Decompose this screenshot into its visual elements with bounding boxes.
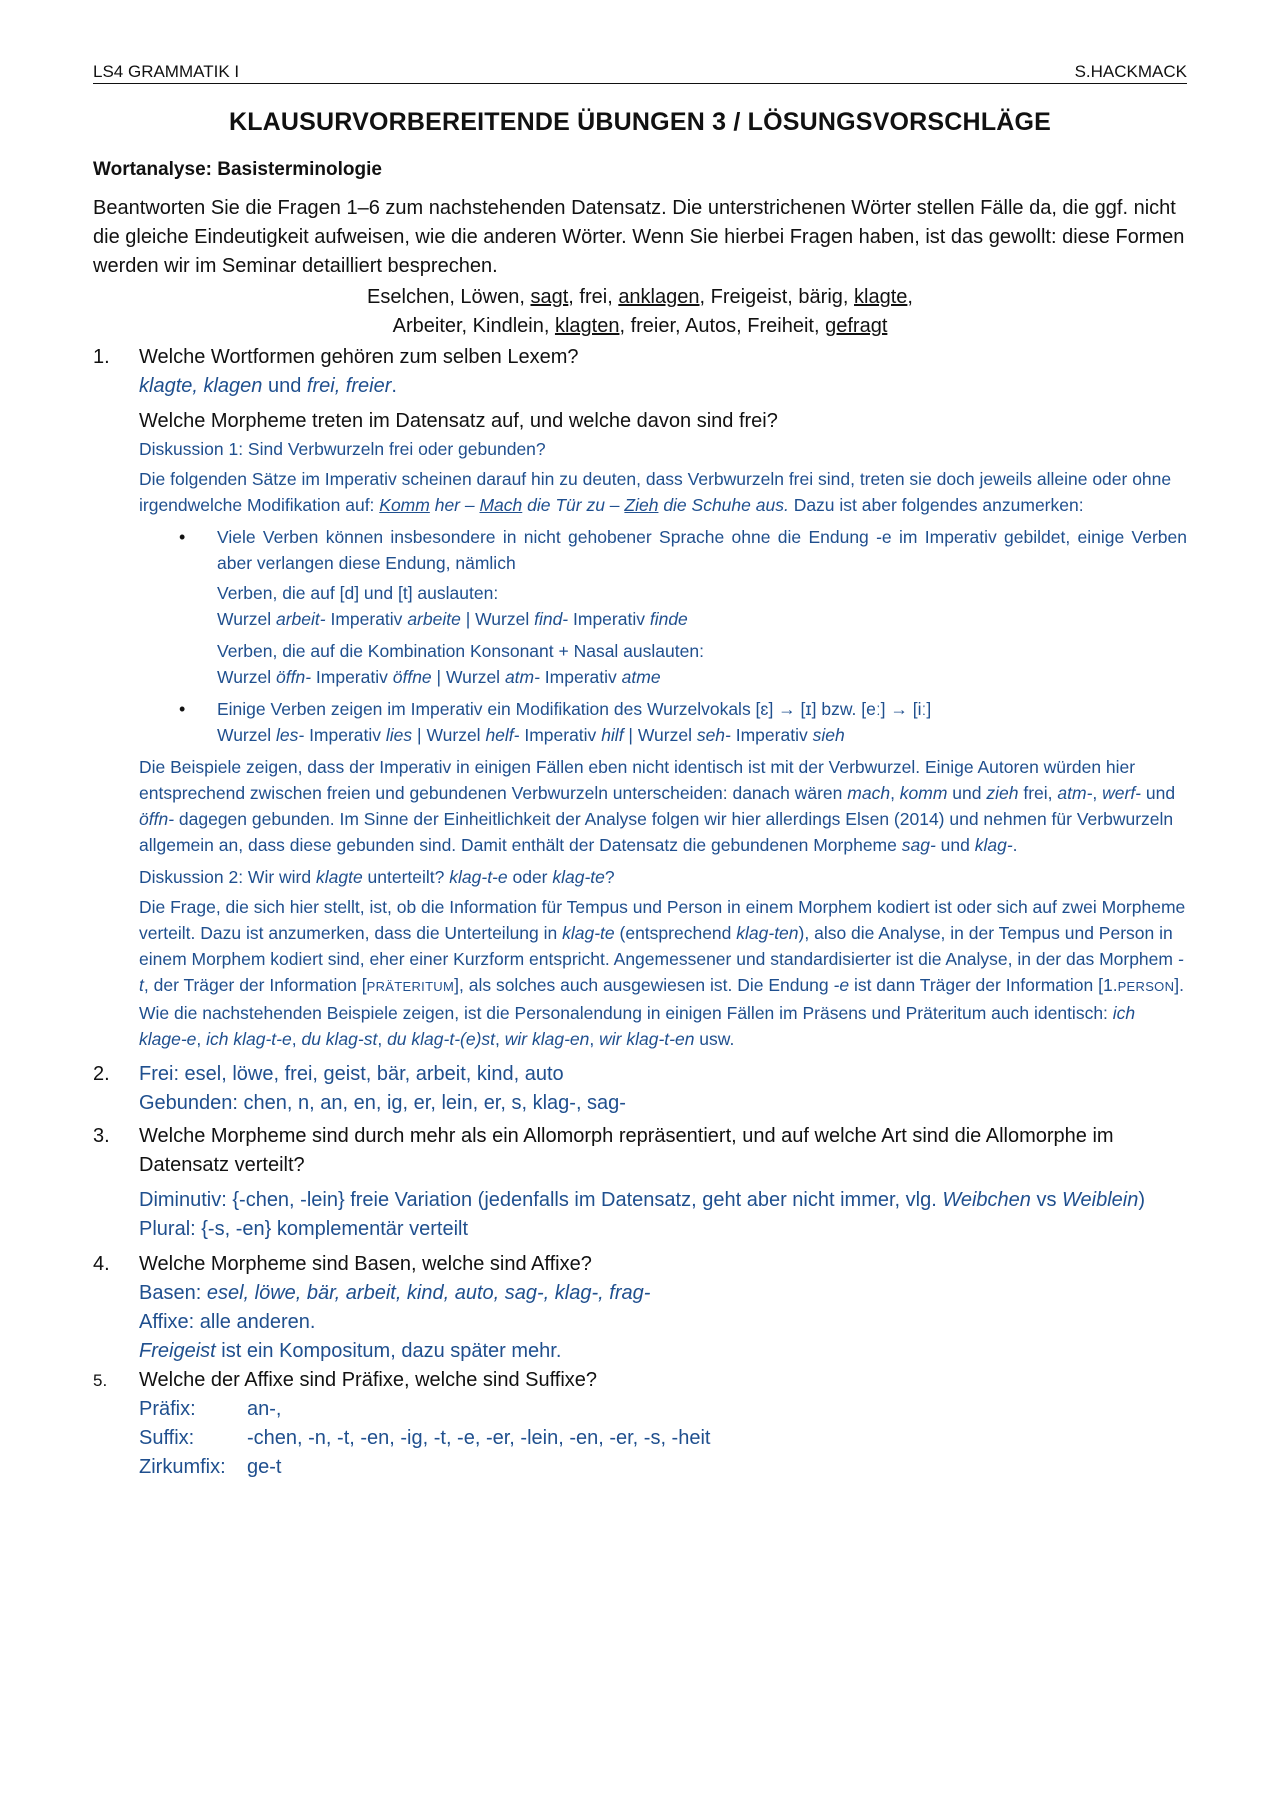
question-number: 4. — [93, 1253, 110, 1275]
dataset-underlined-word: klagte — [854, 286, 908, 308]
affix-label: Zirkumfix: — [139, 1456, 226, 1478]
text-run: esel, löwe, bär, arbeit, kind, auto, sag-, klag-, frag- — [206, 1282, 651, 1304]
text-run: | Wurzel — [431, 667, 505, 687]
subblock-example — [217, 606, 1187, 632]
affix-table — [139, 1395, 1187, 1482]
text-run: Komm — [379, 495, 430, 515]
text-run: . — [1012, 835, 1018, 855]
text-run: ich klage-e — [139, 1003, 1136, 1049]
question-text: Welche Morpheme treten im Datensatz auf, und welche davon sind frei? — [139, 410, 778, 432]
answer-italic: klagte, klagen — [139, 375, 263, 397]
text-run: Imperativ — [730, 725, 813, 745]
text-run: , — [589, 1029, 600, 1049]
text-run: Imperativ — [304, 725, 386, 745]
bullet-item — [217, 524, 1187, 690]
page-title: KLAUSURVORBEREITENDE ÜBUNGEN 3 / LÖSUNGSVORSCHLÄGE — [228, 108, 1052, 136]
text-run: atme — [621, 667, 661, 687]
text-run: klag-t-e — [449, 867, 508, 887]
text-run: Die Frage, die sich hier stellt, ist, ob die Information für Tempus und Person in einem Morphem kodiert ist oder sich auf zwei Morpheme verteilt. Dazu ist anzumerken, dass die Unterteilung in — [139, 897, 1186, 943]
dataset-underlined-word: klagten — [554, 315, 620, 337]
text-run: ich klag-t-e — [206, 1029, 292, 1049]
text-run: Imperativ — [311, 667, 393, 687]
text-run: komm — [899, 783, 948, 803]
discussion-1 — [139, 436, 1187, 1052]
text-run: du klag-t-(e)st — [387, 1029, 496, 1049]
question-text: Welche Morpheme sind durch mehr als ein Allomorph repräsentiert, und auf welche Art sind die Allomorphe im Datensatz verteilt? — [139, 1125, 1114, 1176]
answer-plural: Plural: {-s, -en} komplementär verteilt — [139, 1218, 469, 1240]
text-run: Imperativ — [539, 667, 622, 687]
text-run: Die folgenden Sätze im Imperativ scheinen darauf hin zu deuten, dass Verbwurzeln frei sind, treten sie doch jeweils alleine oder ohne irgendwelche Modifikation auf: — [139, 469, 1172, 515]
text-run: -t — [139, 949, 1184, 995]
text-run: Weiblein — [1062, 1189, 1139, 1211]
dataset-text: , Freigeist, bärig, — [699, 286, 855, 308]
dataset-text: Arbeiter, Kindlein, — [392, 315, 555, 337]
text-run: hilf — [601, 725, 624, 745]
text-run: Weibchen — [942, 1189, 1031, 1211]
text-run: helf- — [485, 725, 520, 745]
question-number: 2. — [93, 1063, 110, 1085]
question-body — [139, 343, 1187, 1058]
text-run: Mach — [479, 495, 523, 515]
text-run: öffn- — [276, 667, 312, 687]
question-3 — [93, 1122, 1187, 1244]
text-run: mach — [847, 783, 891, 803]
text-run: Zieh — [624, 495, 659, 515]
answer-italic: frei, freier — [306, 375, 392, 397]
text-run: finde — [649, 609, 688, 629]
text-run: unterteilt? — [362, 867, 450, 887]
text-run: arbeite — [407, 609, 461, 629]
answer-plain: und — [262, 375, 307, 397]
text-run: ), also die Analyse, in der Tempus und Person in einem Morphem kodiert sind, eher einer Kurzform entspricht. Angemessener und standardisierter ist die Analyse, in der das Morphem — [139, 923, 1178, 969]
text-run: Diskussion 2: Wir wird — [139, 867, 316, 887]
affix-label: Präfix: — [139, 1398, 196, 1420]
text-run: seh- — [696, 725, 731, 745]
dataset-text: , freier, Autos, Freiheit, — [619, 315, 826, 337]
dataset — [93, 283, 1187, 341]
text-run: Wurzel — [217, 609, 276, 629]
text-run: klag-ten — [736, 923, 799, 943]
dataset-text: , frei, — [568, 286, 619, 308]
text-run: atm- — [504, 667, 540, 687]
text-run: sieh — [812, 725, 845, 745]
bullet-subblock — [217, 638, 1187, 690]
question-text: Welche Wortformen gehören zum selben Lexem? — [139, 346, 579, 368]
text-run: Freigeist — [139, 1340, 216, 1362]
dataset-underlined-word: sagt — [530, 286, 569, 308]
answer-basen — [139, 1279, 1187, 1308]
text-run: lies — [385, 725, 413, 745]
bullet-subblock — [217, 580, 1187, 632]
bullet-list — [139, 524, 1187, 748]
text-run: -e — [833, 975, 850, 995]
text-run: wir klag-en — [504, 1029, 590, 1049]
text-run: klag-te — [552, 867, 605, 887]
question-number: 3. — [93, 1125, 110, 1147]
text-run: usw. — [694, 1029, 735, 1049]
text-run: und — [935, 835, 975, 855]
text-run: wir klag-t-en — [599, 1029, 695, 1049]
text-run: vs — [1030, 1189, 1063, 1211]
text-run: ist dann Träger der Information [1. — [849, 975, 1118, 995]
affix-label: Suffix: — [139, 1427, 195, 1449]
dataset-text: Eselchen, Löwen, — [367, 286, 531, 308]
text-run: , — [196, 1029, 207, 1049]
text-run: PRÄTERITUM — [366, 979, 455, 994]
question-body — [139, 1366, 1187, 1482]
text-run: und — [1141, 783, 1176, 803]
text-run: les- — [276, 725, 305, 745]
text-run: Wurzel — [217, 725, 276, 745]
answer-affixe: Affixe: alle anderen. — [139, 1311, 316, 1333]
subblock-heading: Verben, die auf die Kombination Konsonant + Nasal auslauten: — [217, 641, 704, 661]
dataset-line-1 — [93, 283, 1187, 312]
text-run: , — [377, 1029, 388, 1049]
text-run: , — [495, 1029, 505, 1049]
text-run: öffne — [392, 667, 432, 687]
answer-plain: . — [391, 375, 397, 397]
text-run: , der Träger der Information [ — [143, 975, 367, 995]
text-run: , — [291, 1029, 302, 1049]
text-run: zieh — [986, 783, 1019, 803]
text-run: sag- — [901, 835, 936, 855]
text-run: Wurzel — [217, 667, 276, 687]
text-run: atm- — [1057, 783, 1093, 803]
text-run: PERSON — [1117, 979, 1175, 994]
text-run: | Wurzel — [412, 725, 486, 745]
answer-gebunden: Gebunden: chen, n, an, en, ig, er, lein, er, s, klag-, sag- — [139, 1092, 626, 1114]
text-run: Imperativ — [325, 609, 408, 629]
text-run: du klag-st — [301, 1029, 378, 1049]
text-run: ) — [1138, 1189, 1146, 1211]
text-run: (entsprechend — [614, 923, 737, 943]
text-run: ], als solches auch ausgewiesen ist. Die Endung — [454, 975, 834, 995]
bullet-text: • Viele Verben können insbesondere in nicht gehobener Sprache ohne die Endung -e im Imperativ gebildet, einige Verben aber verlangen diese Endung, nämlich — [217, 527, 1187, 573]
discussion-paragraph — [139, 754, 1187, 858]
question-4 — [93, 1250, 1187, 1366]
text-run: , — [1092, 783, 1103, 803]
bullet-text: • Einige Verben zeigen im Imperativ ein Modifikation des Wurzelvokals [ɛ] → [ɪ] bzw. [eː] → [iː] — [217, 699, 932, 719]
text-run: | Wurzel — [623, 725, 697, 745]
subblock-example — [217, 664, 1187, 690]
dataset-line-2 — [93, 312, 1187, 341]
answer-text — [139, 372, 1187, 401]
discussion-paragraph — [139, 894, 1187, 1052]
text-run: Diminutiv: {-chen, -lein} freie Variation (jedenfalls im Datensatz, geht aber nicht immer, vlg. — [139, 1189, 943, 1211]
text-run: dagegen gebunden. Im Sinne der Einheitlichkeit der Analyse folgen wir hier allerdings Elsen (2014) und nehmen für Verbwurzeln allgemein an, dass diese gebunden sind. Damit enthält der Datensatz die gebundenen Morpheme — [139, 809, 1174, 855]
affix-value: ge-t — [247, 1456, 282, 1478]
text-run: die Tür zu – — [522, 495, 625, 515]
text-run: find- — [534, 609, 569, 629]
dataset-text: , — [907, 286, 913, 308]
text-run: und — [947, 783, 987, 803]
affix-value: an-, — [247, 1398, 282, 1420]
subblock-heading: Verben, die auf [d] und [t] auslauten: — [217, 583, 499, 603]
question-1 — [93, 343, 1187, 1058]
discussion-2-heading — [139, 864, 1187, 890]
text-run: Die Beispiele zeigen, dass der Imperativ in einigen Fällen eben nicht identisch ist mit der Verbwurzel. Einige Autoren würden hier entsprechend zwischen freien und gebundenen Verbwurzeln unterscheiden: danach wären — [139, 757, 1136, 803]
text-run: Imperativ — [568, 609, 650, 629]
dataset-underlined-word: anklagen — [618, 286, 700, 308]
text-run: öffn- — [139, 809, 175, 829]
document-body — [93, 156, 1187, 1482]
answer-frei: Frei: esel, löwe, frei, geist, bär, arbeit, kind, auto — [139, 1063, 564, 1085]
text-run: ? — [604, 867, 615, 887]
text-run: | Wurzel — [460, 609, 535, 629]
affix-value: -chen, -n, -t, -en, -ig, -t, -e, -er, -lein, -en, -er, -s, -heit — [247, 1427, 711, 1449]
text-run: oder — [507, 867, 553, 887]
author-label: S.HACKMACK — [1074, 62, 1187, 81]
text-run: die Schuhe aus. — [658, 495, 789, 515]
section-heading: Wortanalyse: Basisterminologie — [93, 159, 382, 180]
question-body — [139, 1250, 1187, 1366]
page-header — [93, 62, 1187, 84]
question-number: 5. — [93, 1371, 108, 1390]
question-number: 1. — [93, 346, 110, 368]
text-run: klag-te — [562, 923, 615, 943]
text-run: Imperativ — [519, 725, 602, 745]
text-run: werf- — [1102, 783, 1142, 803]
text-run: her – — [429, 495, 480, 515]
text-run: ]. Wie die nachstehenden Beispiele zeigen, ist die Personalendung in einigen Fällen im Präsens und Präteritum auch identisch: — [139, 975, 1184, 1023]
text-run: , — [890, 783, 900, 803]
text-run: Basen: — [139, 1282, 207, 1304]
text-run: klagte — [315, 867, 363, 887]
text-run: Dazu ist aber folgendes anzumerken: — [788, 495, 1084, 515]
question-body — [139, 1060, 1187, 1118]
bullet-item — [217, 696, 1187, 748]
discussion-heading: Diskussion 1: Sind Verbwurzeln frei oder gebunden? — [139, 439, 546, 459]
question-body — [139, 1122, 1187, 1244]
course-label: LS4 GRAMMATIK I — [93, 62, 240, 81]
answer-diminutiv — [139, 1186, 1187, 1215]
question-2 — [93, 1060, 1187, 1118]
question-text: Welche der Affixe sind Präfixe, welche sind Suffixe? — [139, 1369, 598, 1391]
question-5 — [93, 1366, 1187, 1482]
text-run: ist ein Kompositum, dazu später mehr. — [215, 1340, 562, 1362]
dataset-underlined-word: gefragt — [825, 315, 888, 337]
discussion-paragraph — [139, 466, 1187, 518]
answer-kompositum — [139, 1337, 1187, 1366]
text-run: arbeit- — [276, 609, 326, 629]
text-run: frei, — [1018, 783, 1058, 803]
question-text: Welche Morpheme sind Basen, welche sind Affixe? — [139, 1253, 592, 1275]
text-run: klag- — [974, 835, 1013, 855]
bullet-example — [217, 722, 1187, 748]
intro-paragraph: Beantworten Sie die Fragen 1–6 zum nachstehenden Datensatz. Die unterstrichenen Wörter stellen Fälle da, die ggf. nicht die gleiche Eindeutigkeit aufweisen, wie die anderen Wörter. Wenn Sie hierbei Fragen haben, ist das gewollt: diese Formen werden wir im Seminar detailliert besprechen. — [93, 197, 1185, 277]
